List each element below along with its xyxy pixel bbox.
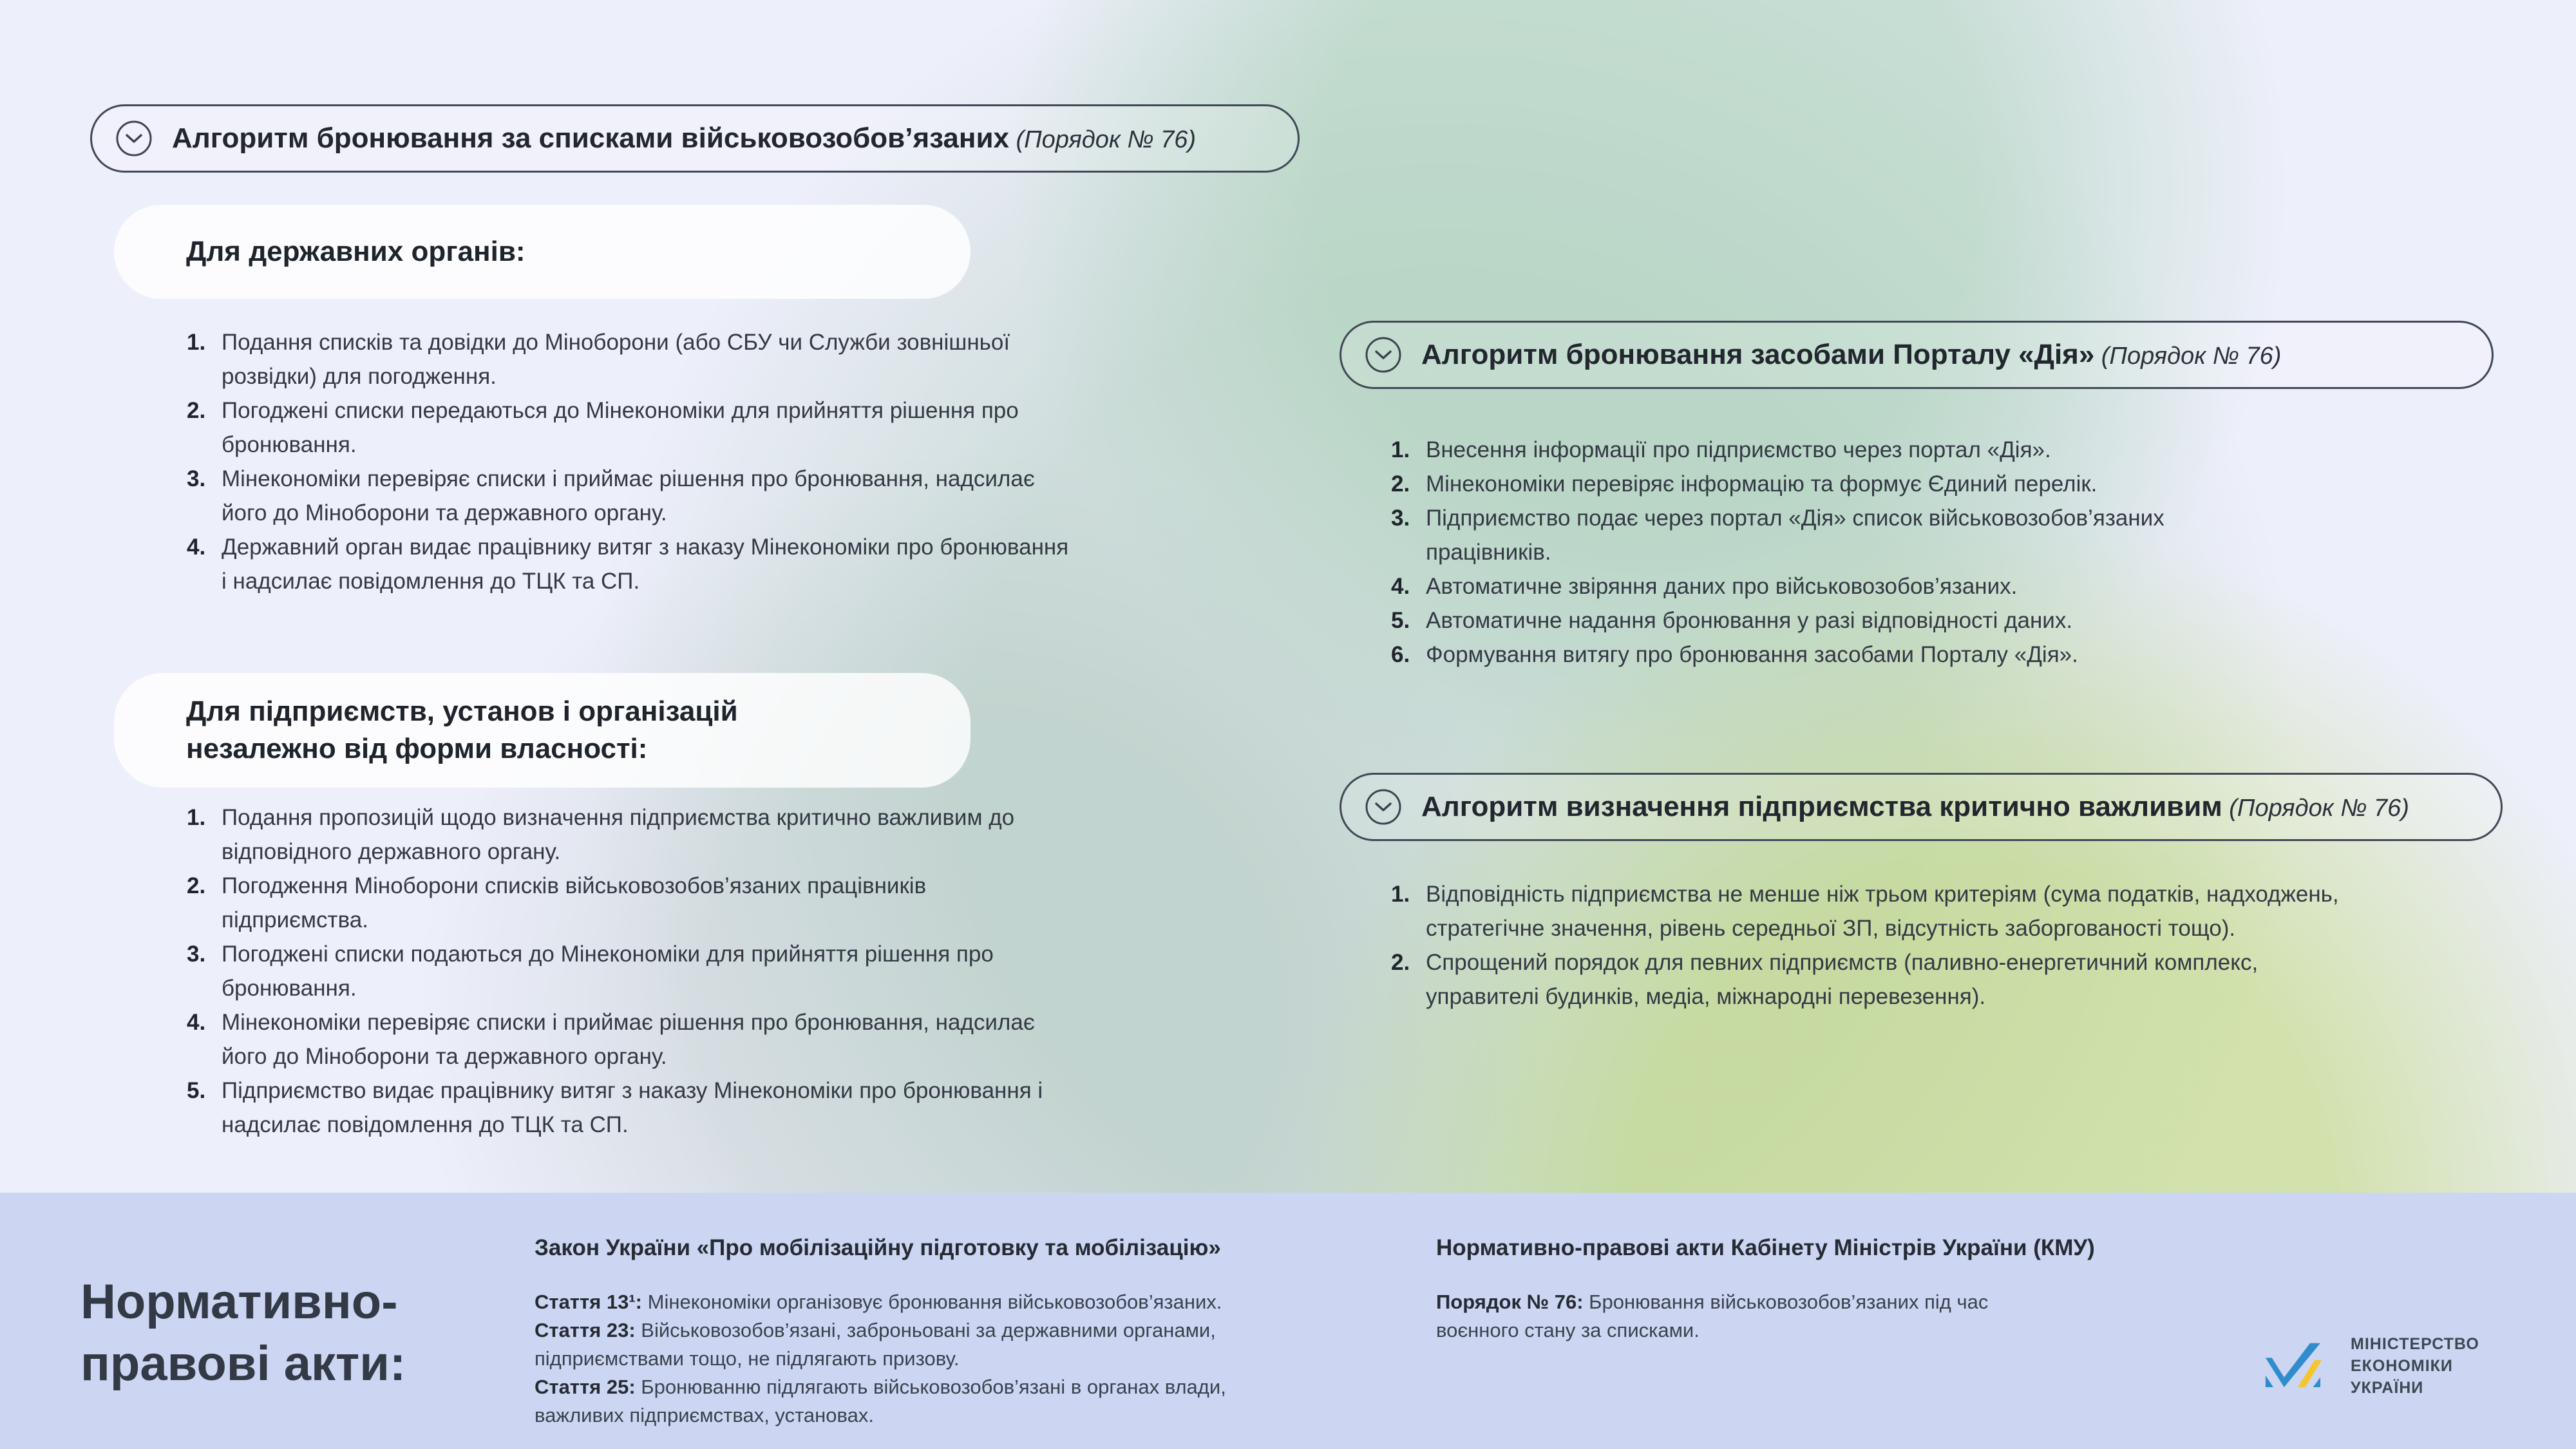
- section-title: Алгоритм бронювання засобами Порталу «Дія»: [1421, 339, 2095, 370]
- label-pill-enterprises: [114, 673, 971, 788]
- chevron-down-icon: [115, 120, 153, 157]
- list-item: [187, 1074, 1070, 1142]
- step-text: Подання пропозицій щодо визначення підприємства критично важливим до відповідного державного органу.: [222, 805, 1015, 864]
- accordion-header-lists[interactable]: [90, 104, 1300, 173]
- chevron-down-icon: [1365, 788, 1402, 826]
- step-number: 4.: [187, 535, 206, 560]
- section-order-ref: (Порядок № 76): [2101, 343, 2282, 370]
- footer-title: [80, 1271, 406, 1395]
- step-text: Мінекономіки перевіряє списки і приймає рішення про бронювання, надсилає його до Міноборони та державного органу.: [222, 466, 1035, 526]
- list-item: [1391, 433, 2248, 467]
- step-number: 6.: [1391, 642, 1410, 667]
- step-text: Погодження Міноборони списків військовозобов’язаних працівників підприємства.: [222, 873, 927, 933]
- list-item: [1391, 638, 2248, 672]
- section-order-ref: (Порядок № 76): [2229, 795, 2409, 822]
- steps-list-government: [187, 325, 1070, 598]
- step-text: Державний орган видає працівнику витяг з наказу Мінекономіки про бронювання і надсилає повідомлення до ТЦК та СП.: [222, 535, 1069, 594]
- step-text: Спрощений порядок для певних підприємств (паливно-енергетичний комплекс, управителі будинків, медіа, міжнародні перевезення).: [1426, 950, 2259, 1009]
- ministry-logo-mark: [2259, 1333, 2333, 1394]
- section-title: Алгоритм визначення підприємства критично важливим: [1421, 791, 2222, 822]
- list-item: [535, 1373, 1294, 1430]
- label-text-line1: Для підприємств, установ і організацій: [186, 696, 738, 727]
- steps-list-critical: [1391, 877, 2363, 1014]
- logo-line3: УКРАЇНИ: [2351, 1379, 2424, 1397]
- list-item: [1391, 569, 2248, 603]
- chevron-down-icon: [1365, 336, 1402, 374]
- logo-line1: МІНІСТЕРСТВО: [2351, 1335, 2479, 1353]
- footer-title-line1: Нормативно-: [80, 1274, 398, 1329]
- step-number: 2.: [187, 873, 206, 898]
- list-item: [535, 1288, 1294, 1316]
- step-text: Подання списків та довідки до Міноборони (або СБУ чи Служби зовнішньої розвідки) для погодження.: [222, 330, 1010, 389]
- step-text: Автоматичне звіряння даних про військовозобов’язаних.: [1426, 574, 2018, 599]
- step-text: Відповідність підприємства не менше ніж трьом критеріям (сума податків, надходжень, стратегічне значення, рівень середньої ЗП, відсутність заборгованості тощо).: [1426, 882, 2339, 941]
- step-number: 3.: [187, 942, 206, 967]
- label-text: Для державних органів:: [186, 236, 526, 267]
- list-item: [187, 869, 1070, 937]
- label-pill-government: [114, 205, 971, 299]
- item-label: Стаття 23:: [535, 1319, 641, 1341]
- accordion-header-diia[interactable]: [1340, 321, 2494, 389]
- item-label: Стаття 25:: [535, 1376, 641, 1398]
- ministry-logo-text: [2351, 1333, 2479, 1399]
- item-label: Стаття 13¹:: [535, 1291, 648, 1313]
- step-text: Мінекономіки перевіряє інформацію та формує Єдиний перелік.: [1426, 471, 2098, 497]
- step-text: Мінекономіки перевіряє списки і приймає рішення про бронювання, надсилає його до Міноборони та державного органу.: [222, 1010, 1035, 1069]
- list-item: [187, 393, 1070, 462]
- list-item: [187, 462, 1070, 530]
- item-text: Бронюванню підлягають військовозобов’язані в органах влади, важливих підприємствах, установах.: [535, 1376, 1226, 1426]
- footer-kmu-column: [1436, 1235, 2093, 1345]
- step-number: 1.: [1391, 882, 1410, 907]
- step-number: 1.: [187, 805, 206, 830]
- section-title: Алгоритм бронювання за списками військовозобов’язаних: [172, 122, 1009, 154]
- steps-list-enterprises: [187, 800, 1070, 1142]
- step-number: 1.: [1391, 437, 1410, 462]
- ministry-logo: [2259, 1333, 2479, 1399]
- step-text: Підприємство подає через портал «Дія» список військовозобов’язаних працівників.: [1426, 506, 2164, 565]
- step-number: 5.: [187, 1078, 206, 1103]
- list-item: [187, 937, 1070, 1005]
- list-item: [187, 530, 1070, 598]
- step-number: 4.: [1391, 574, 1410, 599]
- law-heading: Закон України «Про мобілізаційну підготовку та мобілізацію»: [535, 1235, 1221, 1260]
- step-number: 1.: [187, 330, 206, 355]
- list-item: [1391, 945, 2363, 1014]
- step-number: 2.: [187, 398, 206, 423]
- step-text: Підприємство видає працівнику витяг з наказу Мінекономіки про бронювання і надсилає повідомлення до ТЦК та СП.: [222, 1078, 1043, 1137]
- section-order-ref: (Порядок № 76): [1016, 126, 1197, 153]
- step-text: Формування витягу про бронювання засобами Порталу «Дія».: [1426, 642, 2078, 667]
- step-number: 4.: [187, 1010, 206, 1035]
- list-item: [1436, 1288, 2009, 1345]
- label-text-line2: незалежно від форми власності:: [186, 733, 648, 764]
- kmu-items: [1436, 1288, 2009, 1345]
- logo-line2: ЕКОНОМІКИ: [2351, 1357, 2453, 1375]
- step-text: Погоджені списки передаються до Мінекономіки для прийняття рішення про бронювання.: [222, 398, 1019, 457]
- accordion-header-critical[interactable]: [1340, 773, 2503, 841]
- item-text: Військовозобов’язані, заброньовані за державними органами, підприємствами тощо, не підлягають призову.: [535, 1319, 1216, 1370]
- step-number: 3.: [187, 466, 206, 491]
- kmu-heading: Нормативно-правові акти Кабінету Міністрів України (КМУ): [1436, 1235, 2095, 1260]
- item-text: Бронювання військовозобов’язаних під час воєнного стану за списками.: [1436, 1291, 1989, 1341]
- list-item: [1391, 501, 2248, 569]
- step-number: 5.: [1391, 608, 1410, 633]
- list-item: [535, 1316, 1294, 1373]
- footer-band: [0, 1193, 2576, 1449]
- list-item: [1391, 877, 2363, 945]
- footer-law-column: [535, 1235, 1385, 1430]
- step-number: 2.: [1391, 950, 1410, 975]
- step-text: Погоджені списки подаються до Мінекономіки для прийняття рішення про бронювання.: [222, 942, 994, 1001]
- steps-list-diia: [1391, 433, 2248, 672]
- step-number: 2.: [1391, 471, 1410, 497]
- list-item: [187, 325, 1070, 393]
- list-item: [187, 800, 1070, 869]
- list-item: [1391, 603, 2248, 638]
- list-item: [187, 1005, 1070, 1074]
- item-text: Мінекономіки організовує бронювання військовозобов’язаних.: [647, 1291, 1222, 1313]
- step-text: Внесення інформації про підприємство через портал «Дія».: [1426, 437, 2051, 462]
- step-number: 3.: [1391, 506, 1410, 531]
- footer-title-line2: правові акти:: [80, 1336, 406, 1391]
- list-item: [1391, 467, 2248, 501]
- item-label: Порядок № 76:: [1436, 1291, 1589, 1313]
- step-text: Автоматичне надання бронювання у разі відповідності даних.: [1426, 608, 2073, 633]
- law-articles: [535, 1288, 1294, 1430]
